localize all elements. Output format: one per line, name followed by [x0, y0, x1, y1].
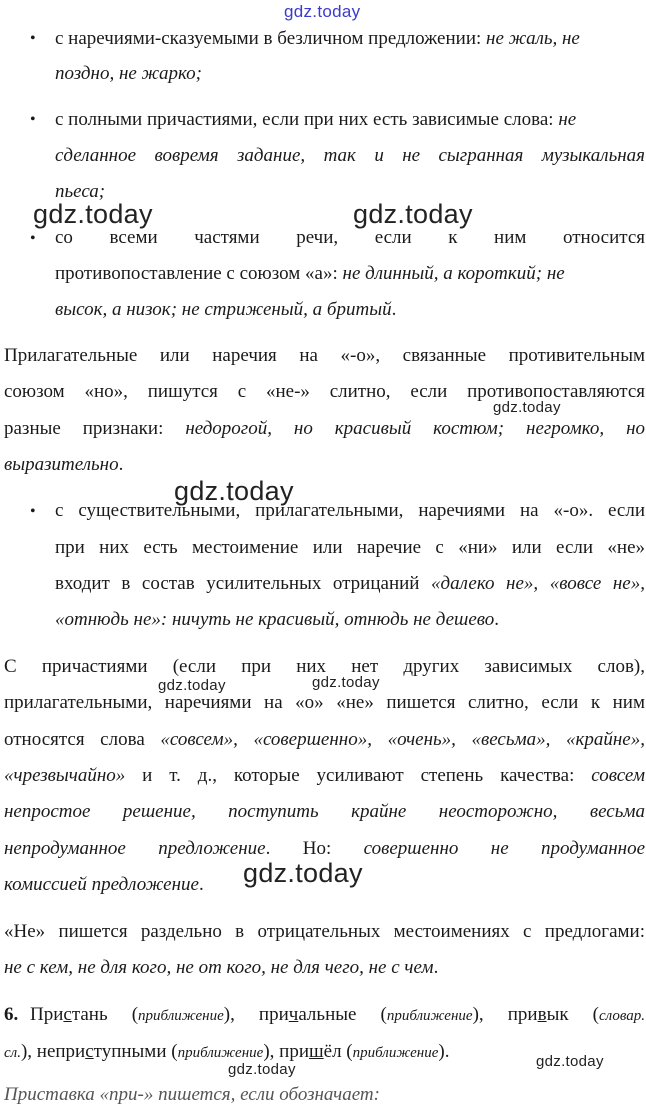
text-line	[4, 920, 645, 944]
text-line	[55, 108, 576, 132]
watermark: gdz.today	[353, 199, 473, 229]
text-run: при них есть местоимение или наречие с «ни» или если «не»	[55, 537, 645, 558]
text-run: со всеми частями речи, если к ним относится	[55, 227, 645, 248]
text-line	[4, 691, 645, 715]
italic-text: комиссией предложение	[4, 874, 199, 895]
text-run: относятся слова	[4, 729, 161, 750]
italic-text: «далеко не», «вовсе не»,	[431, 573, 645, 594]
text-line	[55, 536, 645, 560]
text-line	[4, 956, 438, 980]
text-line	[4, 344, 645, 368]
text-run: с	[63, 1004, 72, 1025]
text-run: с наречиями-сказуемыми в безличном предложении:	[55, 28, 487, 49]
text-line	[4, 800, 645, 824]
text-line	[4, 728, 645, 752]
italic-text: «чрезвычайно»	[4, 765, 126, 786]
text-run: ),	[223, 1004, 259, 1025]
watermark: gdz.today	[228, 1061, 296, 1078]
text-run: в	[537, 1004, 547, 1025]
watermark: gdz.today	[493, 399, 561, 416]
text-run: прилагательными, наречиями на «о» «не» пишется слитно, если к ним	[4, 692, 645, 713]
text-run: при	[258, 1004, 289, 1025]
text-run: С причастиями (если при них нет других зависимых слов),	[4, 656, 645, 677]
watermark: gdz.today	[174, 476, 294, 506]
italic-text: словар.	[598, 1008, 646, 1024]
italic-text: приближение	[386, 1008, 473, 1024]
text-run: тупными (	[93, 1041, 178, 1062]
italic-text: «совсем», «совершенно», «очень», «весьма», «крайне»,	[160, 729, 645, 750]
text-run: ш	[309, 1041, 324, 1062]
watermark: gdz.today	[243, 858, 363, 888]
bullet-icon: •	[30, 111, 36, 128]
italic-text: приближение	[138, 1008, 224, 1024]
text-run: .	[433, 957, 439, 978]
bullet-icon: •	[30, 30, 36, 47]
watermark: gdz.today	[33, 199, 153, 229]
text-run: ), непри	[20, 1041, 86, 1062]
text-run: и т. д., которые усиливают степень качества:	[125, 765, 592, 786]
text-line	[4, 453, 123, 477]
italic-text: не	[558, 109, 577, 130]
text-run: . Но:	[265, 838, 364, 859]
text-line	[55, 572, 645, 596]
italic-text: не с кем, не для кого, не от кого, не для чего, не с чем	[4, 957, 434, 978]
text-line	[55, 144, 645, 168]
text-line	[4, 873, 204, 897]
italic-text: высок, а низок; не стриженый, а бритый	[55, 299, 392, 320]
text-run: с	[85, 1041, 94, 1062]
text-line	[55, 262, 565, 286]
text-run: с существительными, прилагательными, наречиями на «-о». если	[55, 500, 645, 521]
watermark-top: gdz.today	[284, 2, 361, 21]
italic-text: недорогой, но красивый костюм; негромко, но	[185, 418, 645, 439]
text-run: .	[198, 874, 204, 895]
italic-text: непростое решение, поступить крайне неосторожно, весьма	[4, 801, 645, 822]
text-run: входит в состав усилительных отрицаний	[55, 573, 432, 594]
text-run: разные признаки:	[4, 418, 186, 439]
italic-text: «отнюдь не»: ничуть не красивый, отнюдь не дешево	[55, 609, 495, 630]
italic-text: поздно, не жарко;	[55, 63, 202, 84]
text-run: .	[494, 609, 500, 630]
text-run: союзом «но», пишутся с «не-» слитно, если противопоставляются	[4, 381, 645, 402]
italic-text: приближение	[352, 1045, 439, 1061]
text-run: ),	[472, 1004, 508, 1025]
text-run: при	[507, 1004, 538, 1025]
italic-text: непродуманное предложение	[4, 838, 266, 859]
text-run: при	[279, 1041, 309, 1062]
text-line	[55, 27, 580, 51]
text-run: ык (	[546, 1004, 599, 1025]
text-run: «Не» пишется раздельно в отрицательных местоимениях с предлогами:	[4, 921, 645, 942]
text-line	[55, 608, 499, 632]
text-run: ).	[438, 1041, 450, 1062]
text-run: При	[30, 1004, 64, 1025]
text-line	[55, 62, 202, 86]
text-run: с полными причастиями, если при них есть зависимые слова:	[55, 109, 559, 130]
text-run: .	[118, 454, 124, 475]
text-line	[55, 298, 396, 322]
italic-text: приближение	[177, 1045, 264, 1061]
text-run: альные (	[298, 1004, 387, 1025]
watermark: gdz.today	[312, 674, 380, 691]
text-line	[55, 499, 645, 523]
italic-text: пьеса;	[55, 181, 106, 202]
text-run: .	[391, 299, 397, 320]
watermark: gdz.today	[536, 1053, 604, 1070]
text-run: ёл (	[323, 1041, 353, 1062]
text-run: ч	[288, 1004, 299, 1025]
rule-heading: Приставка «при-» пишется, если обозначает:	[4, 1084, 380, 1105]
exercise-line	[30, 1003, 645, 1028]
text-run: ),	[263, 1041, 280, 1062]
italic-text: не жаль, не	[486, 28, 580, 49]
italic-text: выразительно	[4, 454, 119, 475]
italic-text: совершенно не продуманное	[363, 838, 646, 859]
watermark: gdz.today	[158, 677, 226, 694]
bullet-icon: •	[30, 503, 36, 520]
italic-text: сл.	[4, 1045, 21, 1061]
text-run: Прилагательные или наречия на «-о», связанные противительным	[4, 345, 645, 366]
italic-text: не длинный, а короткий; не	[342, 263, 565, 284]
text-line	[4, 417, 645, 441]
italic-text: совсем	[591, 765, 645, 786]
text-run: тань (	[71, 1004, 139, 1025]
italic-text: сделанное вовремя задание, так и не сыгранная музыкальная	[55, 145, 645, 166]
exercise-number: 6.	[4, 1004, 19, 1025]
text-line	[4, 764, 645, 788]
bullet-icon: •	[30, 230, 36, 247]
text-run: противопоставление с союзом «а»:	[55, 263, 343, 284]
exercise-line	[4, 1040, 449, 1065]
